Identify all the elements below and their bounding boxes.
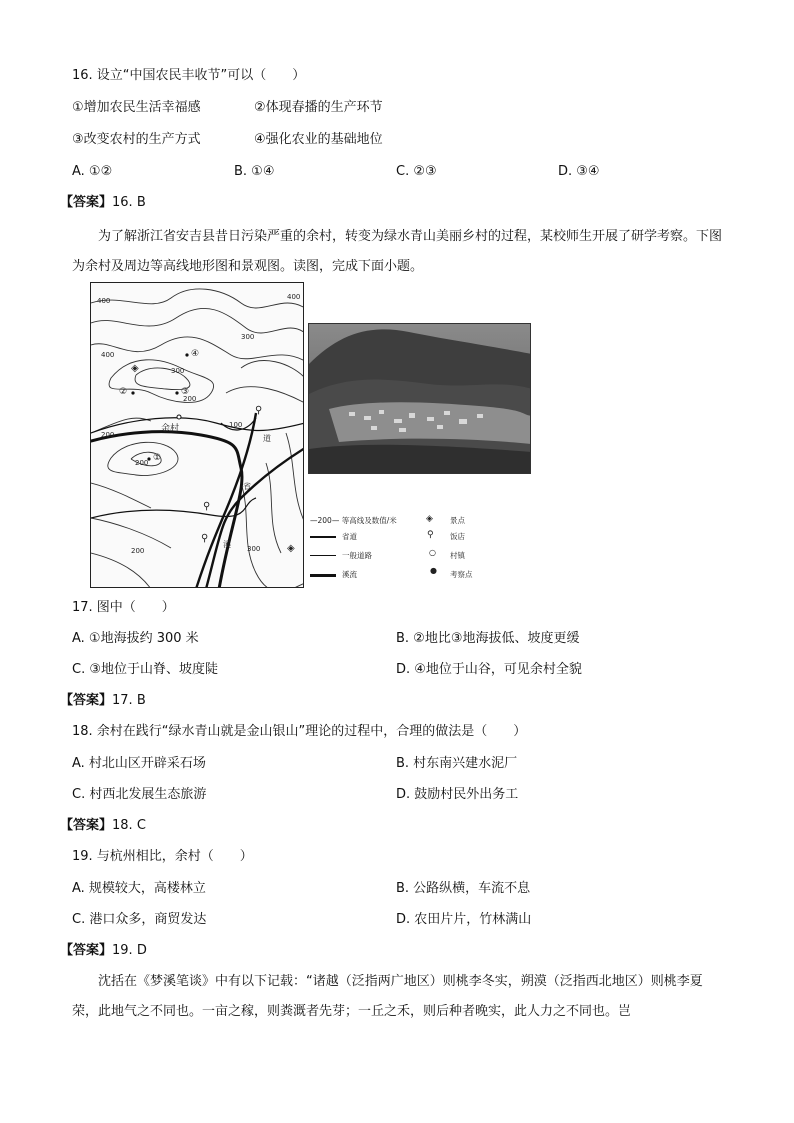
contour-label: 200 <box>135 459 149 467</box>
q16-statement-3: ③改变农村的生产方式 <box>72 132 201 147</box>
legend-stream: 溪流 <box>342 570 357 579</box>
answer-value: 16. B <box>112 195 146 210</box>
contour-line <box>286 433 304 523</box>
q18-choice-a: A. 村北山区开辟采石场 <box>72 756 206 771</box>
contour-label: 300 <box>247 545 261 553</box>
restaurant-icon: ⚲ <box>201 533 209 544</box>
point-2-label: ② <box>119 387 128 397</box>
q18-choice-d: D. 鼓励村民外出务工 <box>396 787 519 802</box>
q16-choice-a: A. ①② <box>72 164 113 179</box>
point-3-label: ③ <box>181 387 190 397</box>
q19-choice-c: C. 港口众多，商贸发达 <box>72 912 207 927</box>
landscape-photo-svg <box>309 324 531 474</box>
contour-line <box>241 361 304 378</box>
scenic-spot-icon: ◈ <box>287 543 295 554</box>
road-label: 省 <box>243 482 251 491</box>
legend-general-road: 一般道路 <box>342 551 372 560</box>
restaurant-icon: ⚲ <box>255 405 263 416</box>
legend-provincial-road-swatch <box>310 536 336 538</box>
answer-value: 18. C <box>112 818 146 833</box>
contour-line <box>91 553 151 588</box>
site-icon: ● <box>430 566 437 575</box>
q17-choice-d: D. ④地位于山谷，可见余村全貌 <box>396 662 582 677</box>
answer-value: 17. B <box>112 693 146 708</box>
q16-choice-d: D. ③④ <box>558 164 600 179</box>
q17-answer <box>60 692 146 710</box>
contour-map-svg <box>91 283 304 588</box>
answer-tag: 【答案】 <box>60 195 113 210</box>
site-point <box>175 391 178 394</box>
q19-choice-d: D. 农田片片，竹林满山 <box>396 912 532 927</box>
restaurant-icon: ⚲ <box>427 530 434 540</box>
town-icon: ○ <box>429 548 436 557</box>
q18-stem: 18. 余村在践行“绿水青山就是金山银山”理论的过程中，合理的做法是（ ） <box>72 724 527 739</box>
contour-label: 100 <box>229 421 243 429</box>
map-legend <box>310 510 540 588</box>
contour-label: 200 <box>183 395 197 403</box>
q16-answer <box>60 194 146 212</box>
q19-answer <box>60 942 147 960</box>
contour-line <box>91 483 151 508</box>
contour-label: 300 <box>241 333 255 341</box>
intro-paragraph: 为了解浙江省安吉县昔日污染严重的余村，转变为绿水青山美丽乡村的过程，某校师生开展了研学考察。下图为余村及周边等高线地形图和景观图。读图，完成下面小题。 <box>72 229 723 274</box>
contour-label: 300 <box>171 367 185 375</box>
answer-tag: 【答案】 <box>60 693 113 708</box>
scenic-spot-icon: ◈ <box>131 363 139 374</box>
q17-stem: 17. 图中（ ） <box>72 600 175 615</box>
contour-line <box>266 463 281 553</box>
contour-label: 200 <box>101 431 115 439</box>
q18-choice-b: B. 村东南兴建水泥厂 <box>396 756 518 771</box>
q17-choice-b: B. ②地比③地海拔低、坡度更缓 <box>396 631 580 646</box>
provincial-road <box>206 448 304 588</box>
town-symbol <box>177 415 181 419</box>
contour-line <box>226 387 304 403</box>
q19-stem: 19. 与杭州相比，余村（ ） <box>72 849 253 864</box>
q19-choice-b: B. 公路纵横，车流不息 <box>396 881 531 896</box>
contour-map <box>90 282 304 588</box>
q18-answer <box>60 817 146 835</box>
q16-statement-4: ④强化农业的基础地位 <box>254 132 383 147</box>
contour-line <box>91 289 304 308</box>
stream-label: 溪 <box>223 540 231 549</box>
answer-value: 19. D <box>112 943 147 958</box>
contour-label: 400 <box>97 297 111 305</box>
legend-general-road-swatch <box>310 555 336 556</box>
point-4-label: ④ <box>191 349 200 359</box>
contour-label: 400 <box>287 293 301 301</box>
point-1-label: ① <box>153 453 162 463</box>
q16-statement-2: ②体现春播的生产环节 <box>254 100 383 115</box>
landscape-photo <box>308 323 531 474</box>
site-point <box>185 353 188 356</box>
contour-label: 400 <box>101 351 115 359</box>
legend-site: 考察点 <box>450 570 473 579</box>
q18-choice-c: C. 村西北发展生态旅游 <box>72 787 207 802</box>
scenic-spot-icon: ◈ <box>426 514 433 524</box>
legend-restaurant: 饭店 <box>450 532 465 541</box>
q17-choice-a: A. ①地海拔约 300 米 <box>72 631 199 646</box>
contour-label: 200 <box>131 547 145 555</box>
answer-tag: 【答案】 <box>60 943 113 958</box>
contour-line <box>241 483 304 588</box>
contour-line <box>91 308 304 333</box>
answer-tag: 【答案】 <box>60 818 113 833</box>
road-label: 道 <box>263 434 271 443</box>
q16-statement-1: ①增加农民生活幸福感 <box>72 100 201 115</box>
q17-choice-c: C. ③地位于山脊、坡度陡 <box>72 662 218 677</box>
site-point <box>131 391 134 394</box>
closing-paragraph: 沈括在《梦溪笔谈》中有以下记载：“诸越（泛指两广地区）则桃李冬实，朔漠（泛指西北地区）则桃李夏荣，此地气之不同也。一亩之稼，则粪溉者先芽；一丘之禾，则后种者晚实，此人力之不同也。岂 <box>72 974 703 1019</box>
q16-stem: 16. 设立“中国农民丰收节”可以（ ） <box>72 68 306 83</box>
restaurant-icon: ⚲ <box>203 501 211 512</box>
legend-town: 村镇 <box>450 551 465 560</box>
contour-line <box>91 518 171 548</box>
q16-choice-b: B. ①④ <box>234 164 275 179</box>
legend-stream-swatch <box>310 574 336 577</box>
q16-choice-c: C. ②③ <box>396 164 437 179</box>
q19-choice-a: A. 规模较大，高楼林立 <box>72 881 206 896</box>
legend-contour: —200— 等高线及数值/米 <box>310 516 397 525</box>
legend-provincial-road: 省道 <box>342 532 357 541</box>
legend-scenic: 景点 <box>450 516 465 525</box>
village-label: 余村 <box>161 424 180 434</box>
